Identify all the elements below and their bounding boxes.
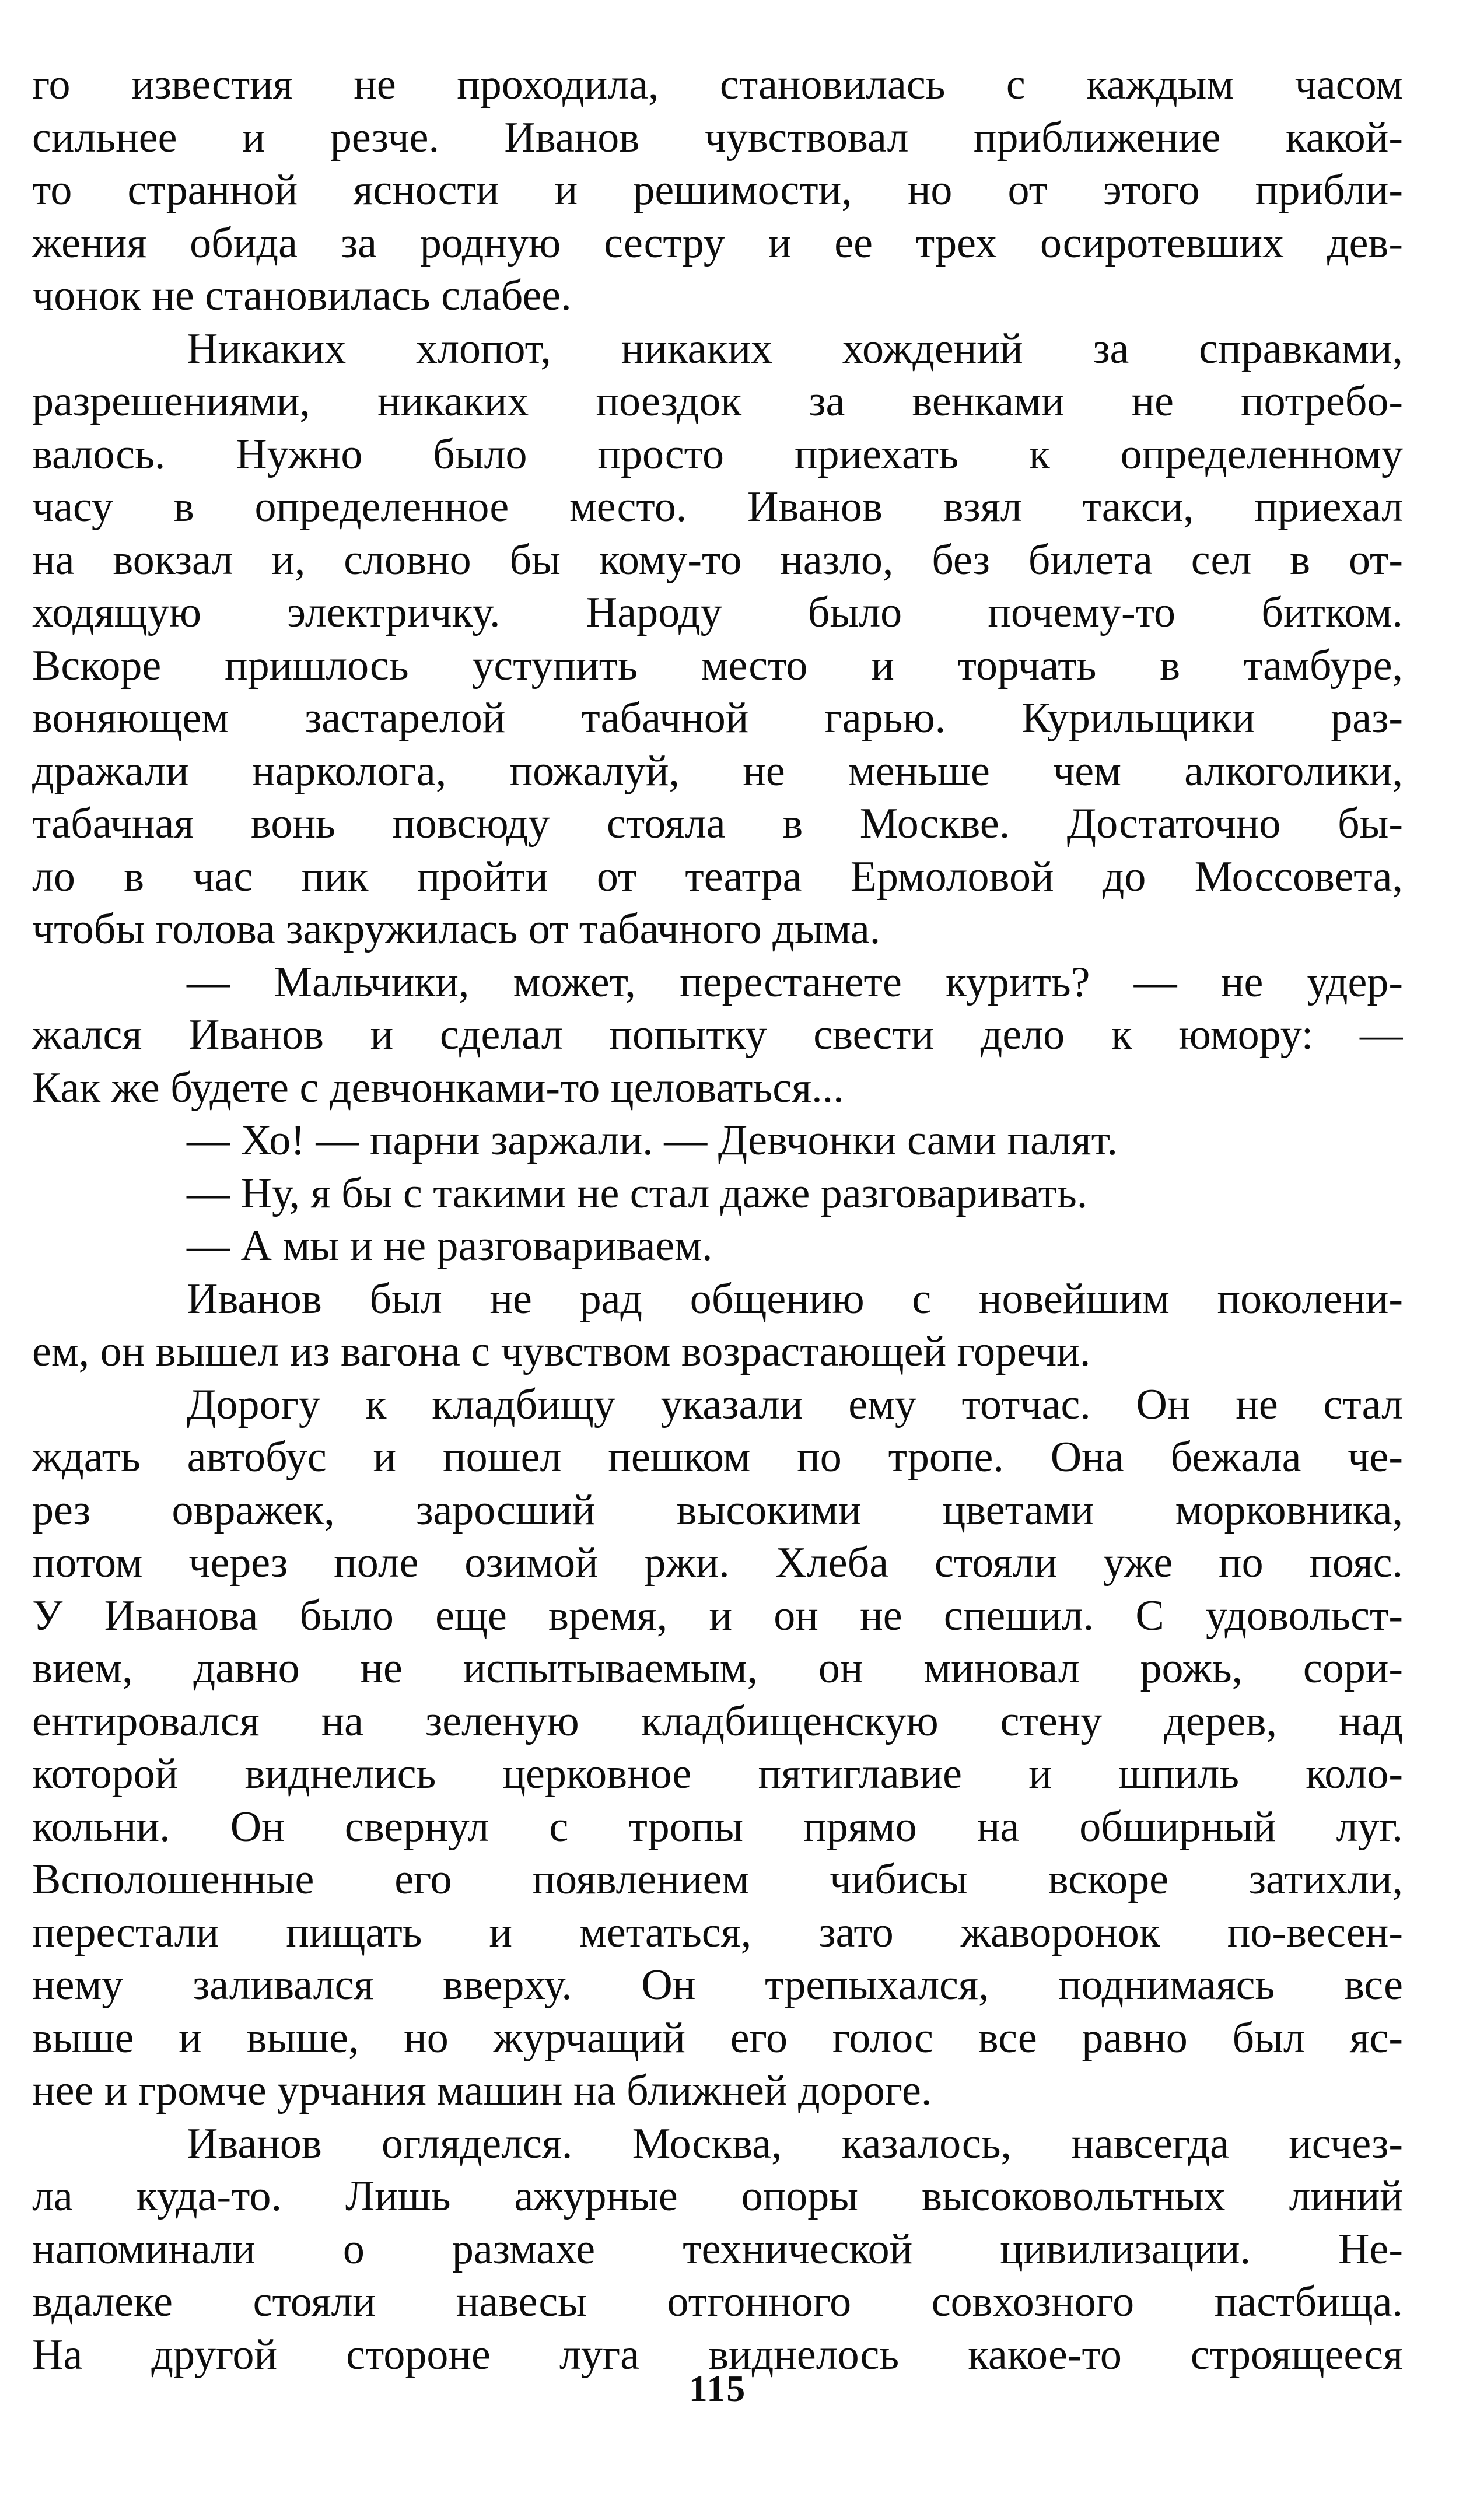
text-line: на вокзал и, словно бы кому-то назло, без билета сел в от-: [32, 536, 1403, 584]
text-line: часу в определенное место. Иванов взял такси, приехал: [32, 483, 1403, 531]
text-line: напоминали о размахе технической цивилизации. Не-: [32, 2225, 1403, 2273]
body-text: [32, 58, 1403, 2381]
text-line: ем, он вышел из вагона с чувством возрастающей горечи.: [32, 1328, 1091, 1376]
text-line: вдалеке стояли навесы отгонного совхозного пастбища.: [32, 2278, 1403, 2326]
text-line: перестали пищать и метаться, зато жаворонок по-весен-: [32, 1908, 1403, 1957]
text-line: нее и громче урчания машин на ближней дороге.: [32, 2067, 932, 2115]
text-line: валось. Нужно было просто приехать к определенному: [32, 430, 1403, 478]
text-line: У Иванова было еще время, и он не спешил. С удовольст-: [32, 1591, 1403, 1640]
text-line: Иванов был не рад общению с новейшим поколени-: [187, 1275, 1403, 1323]
text-line: рез овражек, заросший высокими цветами морковника,: [32, 1486, 1403, 1534]
text-line: потом через поле озимой ржи. Хлеба стояли уже по пояс.: [32, 1539, 1403, 1587]
text-line: жался Иванов и сделал попытку свести дело к юмору: —: [32, 1011, 1403, 1059]
text-line: Вскоре пришлось уступить место и торчать в тамбуре,: [32, 641, 1403, 690]
text-line: Иванов огляделся. Москва, казалось, навсегда исчез-: [187, 2119, 1403, 2168]
text-line: нему заливался вверху. Он трепыхался, поднимаясь все: [32, 1961, 1403, 2009]
text-line: которой виднелись церковное пятиглавие и шпиль коло-: [32, 1750, 1403, 1798]
text-line: выше и выше, но журчащий его голос все равно был яс-: [32, 2014, 1403, 2062]
text-line: ходящую электричку. Народу было почему-то битком.: [32, 589, 1403, 636]
text-line: разрешениями, никаких поездок за венками не потребо-: [32, 377, 1403, 425]
text-line: дражали нарколога, пожалуй, не меньше чем алкоголики,: [32, 747, 1403, 795]
text-line: ла куда-то. Лишь ажурные опоры высоковольтных линий: [32, 2172, 1403, 2220]
text-line: го известия не проходила, становилась с каждым часом: [32, 61, 1403, 108]
text-line: то странной ясности и решимости, но от этого прибли-: [32, 166, 1403, 214]
text-line: Дорогу к кладбищу указали ему тотчас. Он не стал: [187, 1380, 1403, 1429]
text-line: кольни. Он свернул с тропы прямо на обширный луг.: [32, 1803, 1403, 1851]
text-line: — Ну, я бы с такими не стал даже разговаривать.: [187, 1169, 1088, 1217]
text-line: — Хо! — парни заржали. — Девчонки сами палят.: [187, 1116, 1118, 1164]
text-line: чтобы голова закружилась от табачного дыма.: [32, 905, 881, 953]
text-line: чонок не становилась слабее.: [32, 272, 572, 320]
text-line: ждать автобус и пошел пешком по тропе. Она бежала че-: [32, 1433, 1403, 1481]
text-line: сильнее и резче. Иванов чувствовал приближение какой-: [32, 113, 1403, 162]
text-line: Никаких хлопот, никаких хождений за справками,: [187, 324, 1403, 373]
text-line: На другой стороне луга виднелось какое-то строящееся: [32, 2330, 1403, 2379]
text-line: — Мальчики, может, перестанете курить? — не удер-: [187, 958, 1403, 1006]
text-line: табачная вонь повсюду стояла в Москве. Достаточно бы-: [32, 800, 1403, 848]
text-line: ло в час пик пройти от театра Ермоловой до Моссовета,: [32, 852, 1403, 901]
page-number: 115: [688, 2368, 747, 2409]
text-line: воняющем застарелой табачной гарью. Курильщики раз-: [32, 694, 1403, 742]
text-line: Как же будете с девчонками-то целоваться...: [32, 1063, 844, 1112]
text-line: — А мы и не разговариваем.: [187, 1222, 713, 1270]
text-line: Всполошенные его появлением чибисы вскоре затихли,: [32, 1856, 1403, 1903]
book-page: [32, 58, 1403, 2450]
text-line: жения обида за родную сестру и ее трех осиротевших дев-: [32, 219, 1403, 267]
text-line: вием, давно не испытываемым, он миновал рожь, сори-: [32, 1644, 1403, 1692]
text-line: ентировался на зеленую кладбищенскую стену дерев, над: [32, 1697, 1403, 1745]
